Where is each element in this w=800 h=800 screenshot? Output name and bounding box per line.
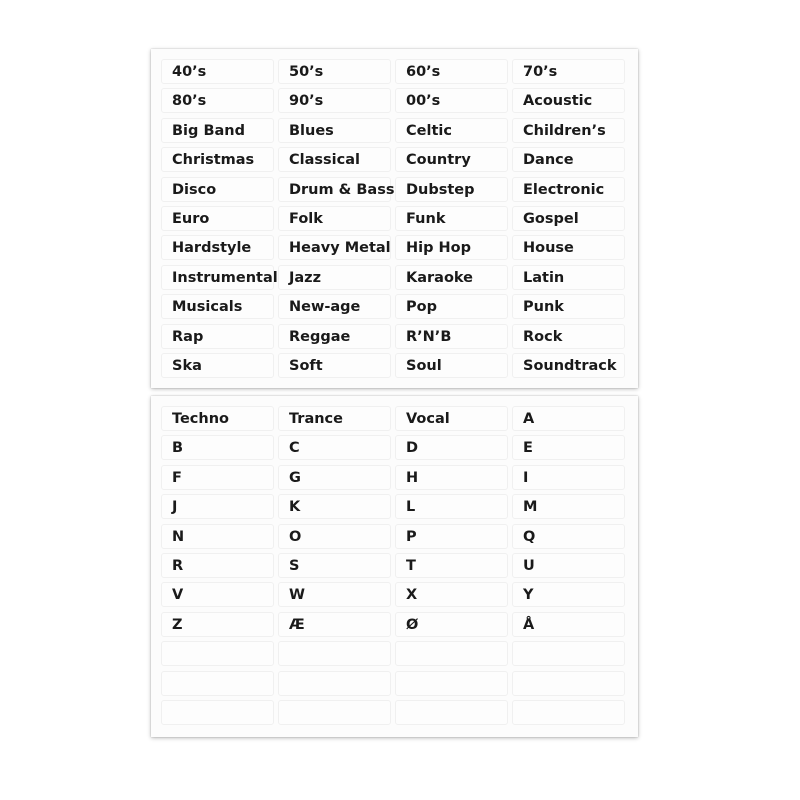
sticker-label xyxy=(512,524,625,549)
sticker-label-text: Soul xyxy=(406,357,442,374)
sticker-label xyxy=(161,59,274,84)
sticker-label-text: Æ xyxy=(289,616,305,633)
sticker-label xyxy=(278,324,391,349)
sticker-label xyxy=(278,524,391,549)
sticker-label-text: Classical xyxy=(289,152,360,169)
sticker-label-text: Jazz xyxy=(289,269,322,286)
sticker-label-text: Soundtrack xyxy=(523,357,617,374)
sticker-label xyxy=(161,524,274,549)
sticker-label-text: Z xyxy=(172,616,183,633)
sticker-label-text: E xyxy=(523,440,533,457)
sticker-label-text: J xyxy=(172,499,178,516)
sticker-label xyxy=(278,582,391,607)
sticker-label-text: Reggae xyxy=(289,328,351,345)
sticker-label-text: U xyxy=(523,557,535,574)
sticker-label xyxy=(161,465,274,490)
sticker-label-text: C xyxy=(289,440,300,457)
sticker-label xyxy=(395,435,508,460)
sticker-label-text: Ø xyxy=(406,616,419,633)
label-row xyxy=(161,116,629,145)
sticker-label-text: Q xyxy=(523,528,536,545)
sticker-label-text: Dubstep xyxy=(406,181,475,198)
sticker-label-text: Funk xyxy=(406,210,446,227)
sticker-label-text: Gospel xyxy=(523,210,579,227)
sticker-label xyxy=(161,435,274,460)
sticker-label xyxy=(512,582,625,607)
sticker-label xyxy=(161,235,274,260)
sticker-label-text: H xyxy=(406,469,419,486)
label-row xyxy=(161,175,629,204)
sticker-label xyxy=(278,265,391,290)
sticker-label-text: L xyxy=(406,499,416,516)
sticker-label xyxy=(161,700,274,725)
sticker-label-text: Acoustic xyxy=(523,93,593,110)
label-row xyxy=(161,610,629,639)
sticker-label-text: Pop xyxy=(406,299,437,316)
sticker-label-text: 70’s xyxy=(523,64,558,80)
label-row xyxy=(161,463,629,492)
sticker-label-text: Hip Hop xyxy=(406,240,472,257)
sticker-label-text: Musicals xyxy=(172,299,243,316)
sticker-label-text: 40’s xyxy=(172,64,207,80)
sticker-label-text: F xyxy=(172,469,182,486)
sticker-label-text: D xyxy=(406,440,419,457)
sticker-label-text: 80’s xyxy=(172,93,207,110)
sticker-label-text: R xyxy=(172,557,184,574)
sticker-label xyxy=(278,494,391,519)
label-row xyxy=(161,57,629,86)
sticker-label xyxy=(278,553,391,578)
sticker-label xyxy=(512,671,625,696)
sticker-label xyxy=(161,641,274,666)
sticker-label-text: W xyxy=(289,587,305,604)
label-row xyxy=(161,204,629,233)
sticker-label xyxy=(512,700,625,725)
sticker-label xyxy=(161,88,274,113)
sticker-label xyxy=(512,147,625,172)
label-row xyxy=(161,433,629,462)
sticker-label-text: S xyxy=(289,557,300,574)
sticker-label-text: I xyxy=(523,469,529,486)
sticker-label xyxy=(512,177,625,202)
sticker-label xyxy=(512,494,625,519)
sticker-label-text: Drum & Bass xyxy=(289,181,395,198)
sticker-label-text: Euro xyxy=(172,210,210,227)
label-row xyxy=(161,580,629,609)
sticker-label-text: P xyxy=(406,528,417,545)
sticker-label-text: A xyxy=(523,411,535,427)
sticker-label xyxy=(278,147,391,172)
sticker-label-text: New-age xyxy=(289,299,361,316)
sticker-label-text: K xyxy=(289,499,301,516)
sticker-label xyxy=(512,612,625,637)
sticker-label-text: 50’s xyxy=(289,64,324,80)
sticker-label-text: G xyxy=(289,469,301,486)
sticker-label xyxy=(278,59,391,84)
label-row xyxy=(161,351,629,380)
label-row xyxy=(161,669,629,698)
sticker-label xyxy=(161,118,274,143)
label-row xyxy=(161,86,629,115)
sticker-label xyxy=(161,265,278,290)
sticker-label-text: Ska xyxy=(172,357,202,374)
sticker-label-text: Disco xyxy=(172,181,217,198)
sticker-label xyxy=(161,177,274,202)
sticker-label xyxy=(395,147,508,172)
sticker-label xyxy=(161,582,274,607)
label-row xyxy=(161,522,629,551)
sticker-label-text: Children’s xyxy=(523,122,606,139)
sticker-label-text: Rock xyxy=(523,328,563,345)
sticker-label xyxy=(278,353,391,378)
sticker-label-text: Rap xyxy=(172,328,204,345)
sticker-label xyxy=(512,265,625,290)
sticker-label xyxy=(395,612,508,637)
sticker-label-text: Christmas xyxy=(172,152,255,169)
sticker-label xyxy=(512,553,625,578)
sticker-label xyxy=(278,641,391,666)
sticker-label xyxy=(512,206,625,231)
label-row xyxy=(161,492,629,521)
sticker-label xyxy=(512,324,625,349)
sticker-label-text: Country xyxy=(406,152,471,169)
sticker-label xyxy=(278,118,391,143)
sticker-label-text: Å xyxy=(523,616,535,633)
sticker-sheet-top xyxy=(151,49,638,388)
sticker-label xyxy=(161,353,274,378)
sticker-label xyxy=(395,524,508,549)
label-grid-bottom xyxy=(161,404,629,727)
sticker-label-text: Hardstyle xyxy=(172,240,252,257)
label-row xyxy=(161,322,629,351)
sticker-label xyxy=(395,59,508,84)
sticker-label-text: Y xyxy=(523,587,534,604)
sticker-label-text: Techno xyxy=(172,411,230,427)
sticker-label-text: 00’s xyxy=(406,93,441,110)
sticker-label xyxy=(278,612,391,637)
sticker-label xyxy=(161,294,274,319)
label-row xyxy=(161,233,629,262)
label-row xyxy=(161,698,629,727)
sticker-label xyxy=(512,59,625,84)
sticker-label xyxy=(161,612,274,637)
sticker-label xyxy=(395,88,508,113)
sticker-label xyxy=(395,118,508,143)
sticker-label-text: V xyxy=(172,587,184,604)
sticker-label-text: T xyxy=(406,557,416,574)
sticker-label-text: 60’s xyxy=(406,64,441,80)
sticker-label-text: Celtic xyxy=(406,122,452,139)
sticker-label-text: Karaoke xyxy=(406,269,474,286)
sticker-label-text: Soft xyxy=(289,357,323,374)
sticker-label xyxy=(395,641,508,666)
sticker-label xyxy=(512,88,625,113)
sticker-label xyxy=(512,294,625,319)
sticker-label-text: Blues xyxy=(289,122,334,139)
sticker-label xyxy=(395,700,508,725)
sticker-label-text: M xyxy=(523,499,538,516)
sticker-label xyxy=(278,294,391,319)
sticker-label xyxy=(395,235,508,260)
sticker-label xyxy=(278,671,391,696)
sticker-label-text: Instrumental xyxy=(172,269,278,286)
label-row xyxy=(161,639,629,668)
sticker-label xyxy=(395,353,508,378)
label-row xyxy=(161,145,629,174)
sticker-label xyxy=(512,406,625,431)
sticker-label xyxy=(512,435,625,460)
sticker-label-text: House xyxy=(523,240,574,257)
label-row xyxy=(161,404,629,433)
sticker-label xyxy=(395,494,508,519)
sticker-label xyxy=(278,465,391,490)
sticker-label xyxy=(161,147,274,172)
sticker-label xyxy=(161,671,274,696)
sticker-label xyxy=(395,294,508,319)
sticker-label-text: X xyxy=(406,587,418,604)
label-row xyxy=(161,263,629,292)
sticker-label-text: Vocal xyxy=(406,411,450,427)
sticker-label-text: Electronic xyxy=(523,181,605,198)
sticker-sheet-bottom xyxy=(151,396,638,737)
sticker-label-text: Big Band xyxy=(172,122,245,139)
sticker-label xyxy=(278,700,391,725)
sticker-label xyxy=(395,406,508,431)
sticker-label xyxy=(512,465,625,490)
sticker-label xyxy=(395,582,508,607)
sticker-label xyxy=(161,324,274,349)
sticker-label xyxy=(161,406,274,431)
label-row xyxy=(161,551,629,580)
sticker-label xyxy=(395,671,508,696)
sticker-label-text: Trance xyxy=(289,411,343,427)
sticker-label xyxy=(395,465,508,490)
sticker-label xyxy=(278,88,391,113)
sticker-label xyxy=(512,118,625,143)
sticker-label-text: Dance xyxy=(523,152,574,169)
sticker-label-text: O xyxy=(289,528,302,545)
sticker-label xyxy=(161,494,274,519)
sticker-label xyxy=(278,435,391,460)
sticker-label xyxy=(512,641,625,666)
label-grid-top xyxy=(161,57,629,380)
sticker-label xyxy=(278,177,395,202)
label-row xyxy=(161,292,629,321)
sticker-label-text: Folk xyxy=(289,210,323,227)
sticker-label-text: Punk xyxy=(523,299,564,316)
sticker-label-text: 90’s xyxy=(289,93,324,110)
sticker-label-text: Heavy Metal xyxy=(289,240,391,257)
sticker-label-text: R’N’B xyxy=(406,328,452,345)
sticker-label xyxy=(161,206,274,231)
sticker-label-text: B xyxy=(172,440,184,457)
sticker-label xyxy=(395,265,508,290)
sticker-label-text: N xyxy=(172,528,185,545)
sticker-label-text: Latin xyxy=(523,269,565,286)
sticker-label xyxy=(512,235,625,260)
sticker-label xyxy=(278,406,391,431)
sticker-label xyxy=(395,324,508,349)
sticker-label xyxy=(278,235,391,260)
sticker-label xyxy=(512,353,625,378)
sticker-label xyxy=(161,553,274,578)
sticker-label xyxy=(395,206,508,231)
sticker-label xyxy=(278,206,391,231)
sticker-label xyxy=(395,177,508,202)
sticker-label xyxy=(395,553,508,578)
